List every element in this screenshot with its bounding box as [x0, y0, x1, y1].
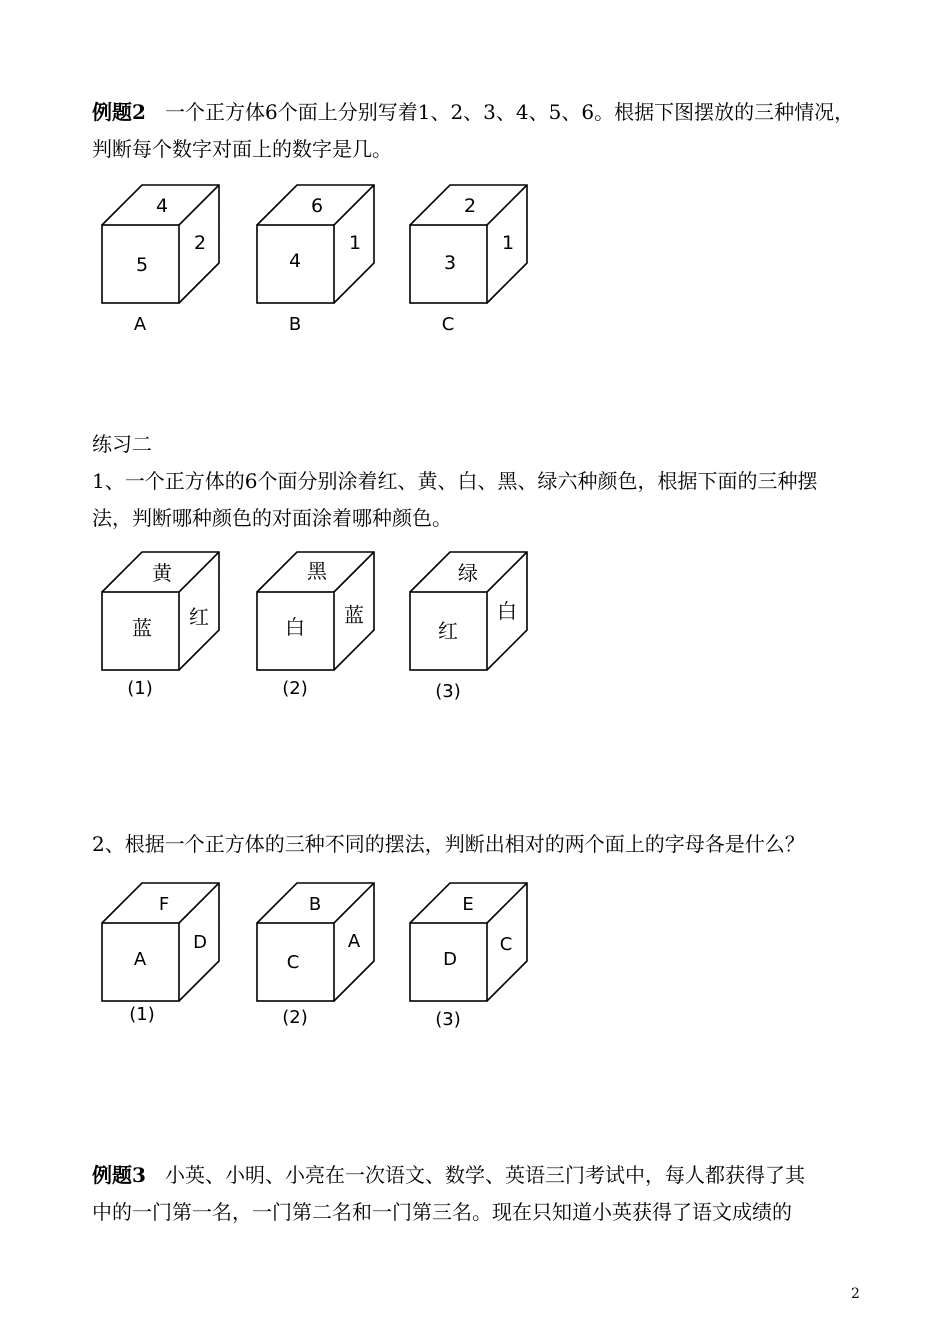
letter-cube-1-caption: (1) [129, 1004, 155, 1025]
color-cube-3 [410, 552, 527, 702]
cube-c-side-label: 1 [501, 232, 515, 254]
example2-label: 例题2 [92, 100, 146, 124]
cube-figure-3 [95, 880, 555, 1040]
cube-b-inner-edge [334, 185, 374, 225]
letter-cube-3-side-label: C [499, 934, 513, 955]
color-cube-1-top-label: 黄 [152, 561, 172, 585]
practice2-q1-line1: 1、一个正方体的6个面分别涂着红、黄、白、黑、绿六种颜色，根据下面的三种摆 [92, 469, 818, 493]
color-cube-3-inner-edge [487, 552, 527, 592]
letter-cube-2 [257, 883, 374, 1028]
color-cube-3-top-label: 绿 [458, 561, 478, 585]
example3-label: 例题3 [92, 1163, 146, 1187]
cube-b-side-label: 1 [348, 232, 362, 254]
color-cube-1-side-label: 红 [189, 605, 209, 629]
cube-figure-2 [95, 548, 555, 713]
cube-a-inner-edge [179, 185, 219, 225]
example3-line2: 中的一门第一名，一门第二名和一门第三名。现在只知道小英获得了语文成绩的 [92, 1200, 792, 1224]
cube-b-top-label: 6 [310, 195, 324, 217]
color-cube-3-caption: (3) [435, 681, 461, 702]
color-cube-3-side-label: 白 [497, 599, 517, 623]
cube-b-caption: B [288, 314, 302, 335]
letter-cube-2-top-label: B [308, 894, 322, 915]
cube-a [102, 185, 219, 335]
cube-figure-row-3 [95, 880, 555, 1044]
question2-line1: 2、根据一个正方体的三种不同的摆法，判断出相对的两个面上的字母各是什么？ [92, 832, 805, 856]
color-cube-1-inner-edge [179, 552, 219, 592]
cube-c-top-label: 2 [463, 195, 477, 217]
cube-a-top-label: 4 [155, 195, 169, 217]
color-cube-2 [257, 552, 374, 699]
letter-cube-3 [410, 883, 527, 1030]
color-cube-2-front-label: 白 [285, 615, 305, 639]
cube-a-caption: A [133, 314, 147, 335]
color-cube-1 [102, 552, 219, 699]
letter-cube-3-inner-edge [487, 883, 527, 923]
practice2-q1-line2: 法，判断哪种颜色的对面涂着哪种颜色。 [92, 506, 452, 530]
letter-cube-2-side-label: A [347, 931, 361, 952]
cube-b-front-label: 4 [288, 250, 302, 272]
color-cube-2-caption: (2) [282, 678, 308, 699]
practice2-paragraph [92, 426, 882, 537]
color-cube-1-caption: (1) [127, 678, 153, 699]
color-cube-2-inner-edge [334, 552, 374, 592]
example3-paragraph [92, 1157, 882, 1231]
letter-cube-1 [102, 883, 219, 1025]
cube-figure-row-2 [95, 548, 555, 717]
letter-cube-1-front-label: A [133, 949, 147, 970]
page-number: 2 [851, 1286, 860, 1302]
color-cube-2-side-label: 蓝 [344, 603, 364, 627]
cube-c-inner-edge [487, 185, 527, 225]
example3-line1: 例题3 小英、小明、小亮在一次语文、数学、英语三门考试中，每人都获得了其 [92, 1163, 805, 1187]
letter-cube-3-caption: (3) [435, 1009, 461, 1030]
color-cube-2-top-label: 黑 [307, 559, 327, 583]
letter-cube-1-top-label: F [158, 894, 170, 915]
letter-cube-1-inner-edge [179, 883, 219, 923]
color-cube-1-front-label: 蓝 [132, 616, 152, 640]
example2-paragraph [92, 94, 882, 168]
letter-cube-3-top-label: E [462, 894, 474, 915]
cube-c-front-label: 3 [443, 252, 457, 274]
letter-cube-2-front-label: C [286, 952, 300, 973]
letter-cube-3-front-label: D [443, 949, 457, 970]
cube-figure-row-1 [95, 180, 555, 344]
letter-cube-2-inner-edge [334, 883, 374, 923]
cube-c-caption: C [441, 314, 455, 335]
cube-b [257, 185, 374, 335]
practice2-heading: 练习二 [92, 432, 152, 456]
cube-a-side-label: 2 [193, 232, 207, 254]
letter-cube-2-caption: (2) [282, 1007, 308, 1028]
color-cube-3-front-label: 红 [438, 619, 458, 643]
letter-cube-1-side-label: D [193, 932, 207, 953]
example2-line2: 判断每个数字对面上的数字是几。 [92, 137, 392, 161]
example2-line1: 例题2 一个正方体6个面上分别写着1、2、3、4、5、6。根据下图摆放的三种情况， [92, 100, 855, 124]
cube-c [410, 185, 527, 335]
cube-figure-1 [95, 180, 555, 340]
question2-paragraph [92, 826, 882, 863]
cube-a-front-label: 5 [135, 254, 149, 276]
